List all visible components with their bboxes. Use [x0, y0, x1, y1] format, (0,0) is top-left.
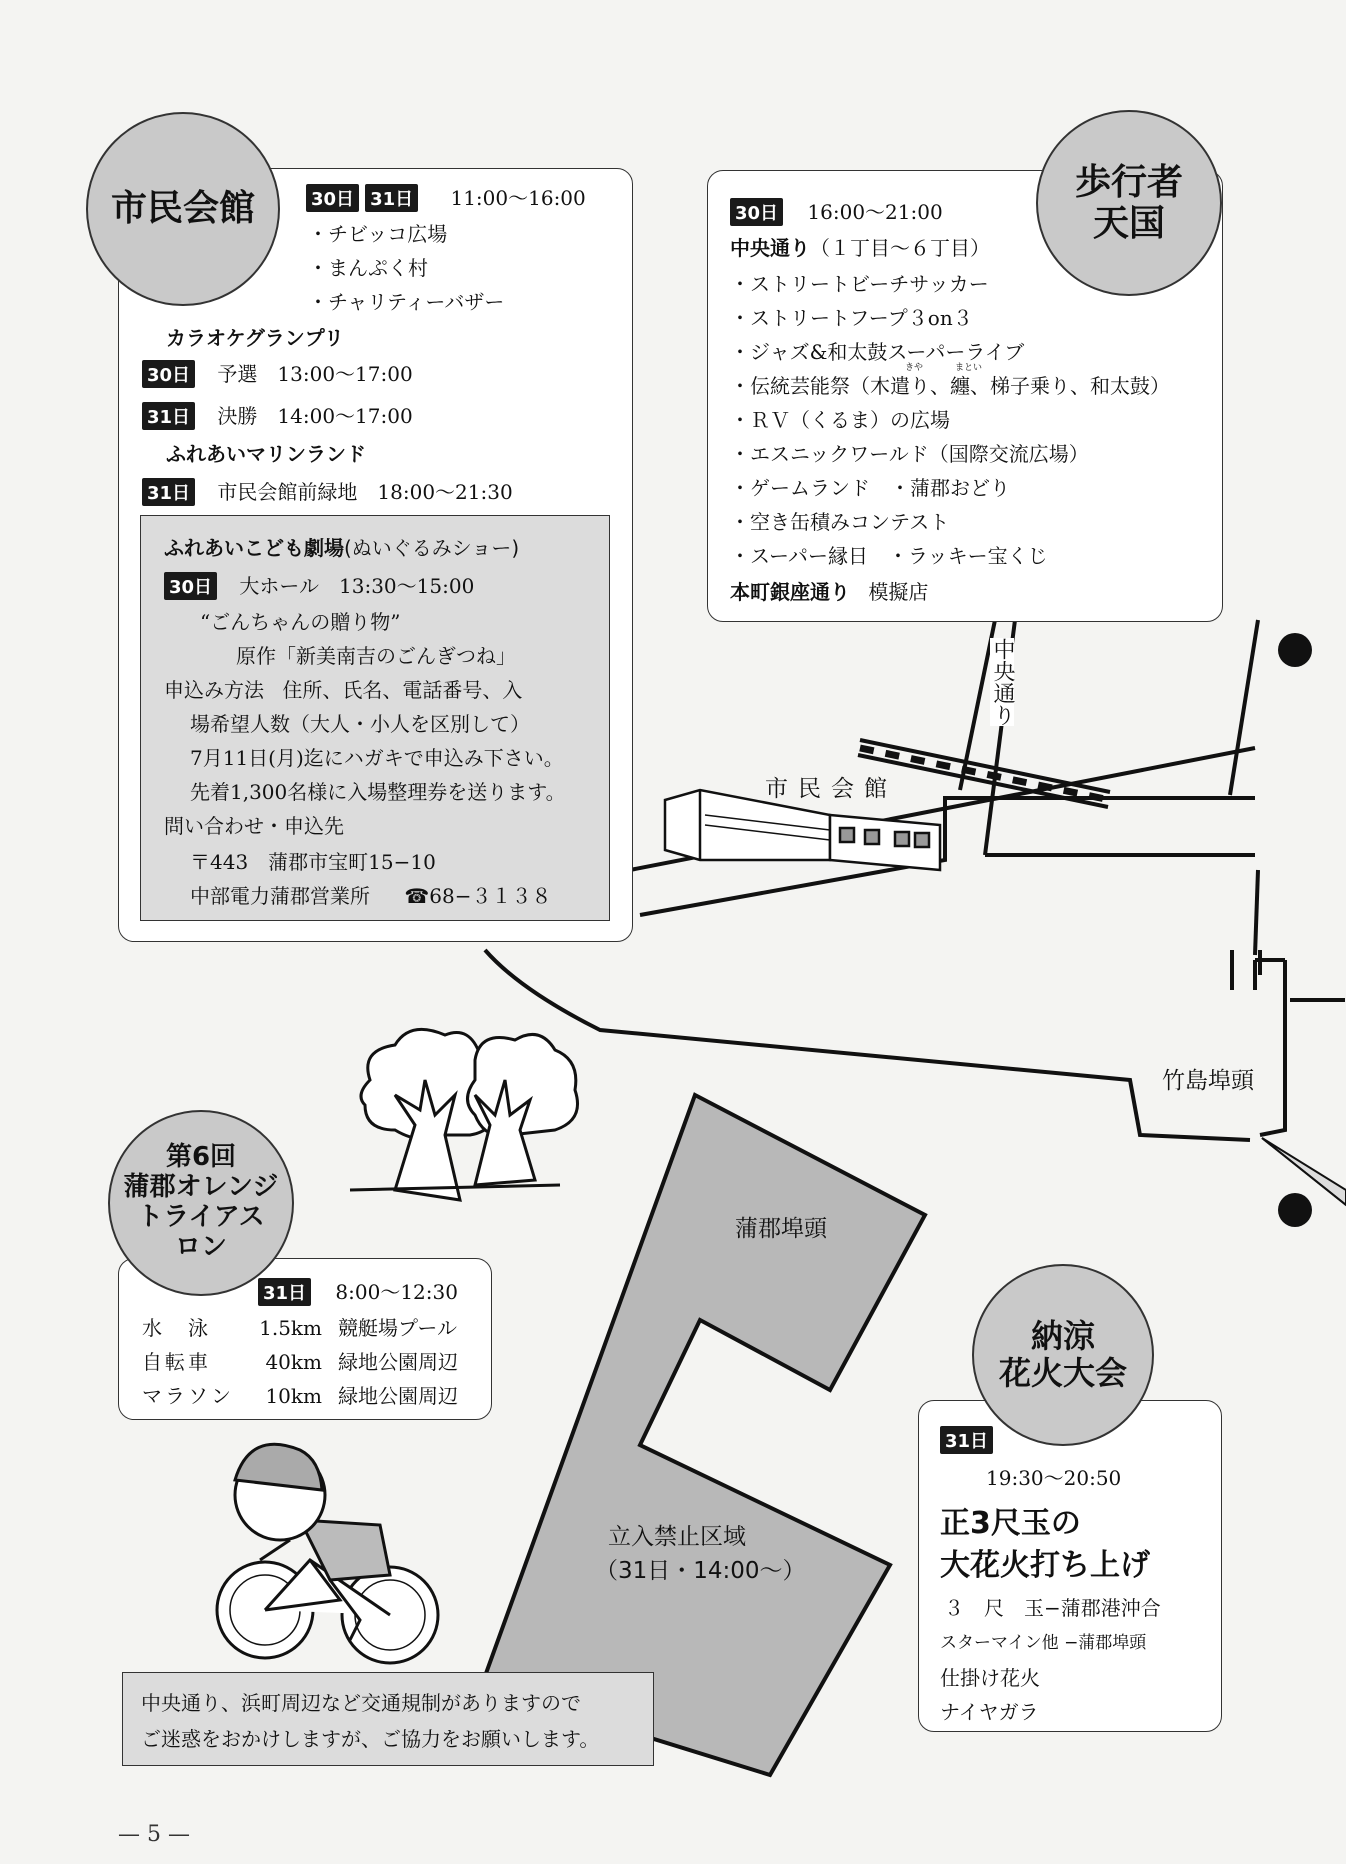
- map-label-restricted-time: （31日・14:00〜）: [595, 1558, 806, 1584]
- list-item: ・ＲＶ（くるま）の広場: [730, 408, 950, 432]
- karaoke-row-text: 決勝 14:00〜17:00: [217, 404, 413, 428]
- karaoke-row: [142, 400, 413, 430]
- notice-line2: ご迷惑をおかけしますが、ご協力をお願いします。: [141, 1727, 600, 1751]
- karaoke-row: [142, 358, 413, 388]
- table-row: [142, 1380, 458, 1414]
- list-item: ・ジャズ&和太鼓スーパーライブ: [730, 340, 1025, 364]
- karaoke-title: カラオケグランプリ: [166, 326, 344, 350]
- theater-apply-line1: [164, 674, 522, 703]
- list-item: ・ストリートビーチサッカー: [730, 272, 989, 296]
- apply-label: 申込み方法: [164, 678, 264, 702]
- marine-row: [142, 476, 513, 506]
- shimin-schedule: [306, 182, 586, 212]
- map-label-takeshima: 竹島埠頭: [1162, 1068, 1254, 1094]
- place: 競艇場プール: [338, 1316, 457, 1340]
- shimin-kaikan-title: 市民会館: [110, 188, 255, 230]
- contact-org-line: [190, 880, 551, 909]
- ruby-matoi: まとい: [955, 363, 983, 373]
- event: マラソン: [142, 1384, 234, 1408]
- theater-title-note: (ぬいぐるみショー): [344, 536, 520, 560]
- map-label-shimin-kaikan: 市民会館: [765, 776, 897, 802]
- notice-line1: 中央通り、浜町周辺など交通規制がありますので: [141, 1691, 581, 1715]
- karaoke-row-text: 予選 13:00〜17:00: [217, 362, 413, 386]
- shimin-time: 11:00〜16:00: [450, 186, 586, 210]
- map-label-restricted: 立入禁止区域: [608, 1524, 746, 1550]
- list-item: ・ゲームランド ・蒲郡おどり: [730, 476, 1010, 500]
- triathlon-table: [142, 1312, 458, 1414]
- place: 緑地公園周辺: [338, 1350, 458, 1374]
- marine-title: ふれあいマリンランド: [166, 442, 366, 466]
- hokousha-title-line1: 歩行者: [1074, 161, 1183, 203]
- hanabi-row: ３ 尺 玉−蒲郡港沖合: [944, 1596, 1161, 1620]
- theater-schedule: [164, 570, 474, 600]
- day-tag: 30日: [730, 198, 783, 226]
- apply-text: 場希望人数（大人・小人を区別して）: [190, 712, 530, 736]
- triathlon-title-line1: 第6回: [165, 1142, 237, 1173]
- hanabi-title-line2: 花火大会: [998, 1354, 1127, 1392]
- theater-place-time: 大ホール 13:30〜15:00: [239, 574, 475, 598]
- contact-org: 中部電力蒲郡営業所: [190, 884, 370, 908]
- hanabi-time: 19:30〜20:50: [986, 1466, 1122, 1490]
- contact-label: 問い合わせ・申込先: [164, 814, 344, 838]
- hokousha-street: 中央通り: [730, 236, 810, 260]
- hanabi-row: ナイヤガラ: [940, 1700, 1039, 1724]
- day-tag: 31日: [142, 402, 195, 430]
- day-tag: 31日: [258, 1278, 311, 1306]
- marine-row-text: 市民会館前緑地 18:00〜21:30: [217, 480, 513, 504]
- theater-play: “ごんちゃんの贈り物”: [200, 610, 401, 634]
- hanabi-headline2: 大花火打ち上げ: [940, 1548, 1150, 1583]
- distance: 10km: [265, 1384, 322, 1408]
- triathlon-title-line4: ロン: [174, 1231, 227, 1262]
- list-item: ・空き缶積みコンテスト: [730, 510, 950, 534]
- distance: 1.5km: [259, 1316, 322, 1340]
- table-row: [142, 1346, 458, 1380]
- day-tag: 31日: [940, 1426, 993, 1454]
- table-row: [142, 1312, 458, 1346]
- list-item: ・まんぷく村: [308, 256, 428, 280]
- hanabi-row: 仕掛け花火: [940, 1666, 1040, 1690]
- event: 自転車: [142, 1350, 211, 1374]
- apply-text: 住所、氏名、電話番号、入: [282, 678, 523, 702]
- list-item: ・スーパー縁日 ・ラッキー宝くじ: [730, 544, 1048, 568]
- honmachi-street: 本町銀座通り: [730, 580, 850, 604]
- hanabi-day: [940, 1426, 999, 1454]
- theater-title: ふれあいこども劇場: [164, 536, 344, 560]
- list-item: ・ストリートフープ３on３: [730, 306, 973, 330]
- contact-address: 〒443 蒲郡市宝町15−10: [190, 850, 436, 874]
- day-tag: 30日: [164, 572, 217, 600]
- place: 緑地公園周辺: [338, 1384, 458, 1408]
- hanabi-headline1: 正3尺玉の: [940, 1506, 1081, 1541]
- triathlon-badge: [108, 1110, 294, 1296]
- triathlon-title-line2: 蒲郡オレンジ: [123, 1172, 279, 1203]
- list-item: ・チビッコ広場: [308, 222, 448, 246]
- theater-title-line: [164, 532, 519, 561]
- page-number: — 5 —: [118, 1822, 190, 1847]
- apply-text: 7月11日(月)迄にハガキで申込み下さい。: [190, 746, 564, 770]
- honmachi-text: 模擬店: [868, 580, 929, 604]
- day-tag: 31日: [142, 478, 195, 506]
- ruby-kiyari: きや: [905, 363, 924, 373]
- hokousha-title-line2: 天国: [1092, 203, 1165, 244]
- map-label-chuo-dori: 中央通り: [990, 638, 1015, 726]
- hokousha-street-line: [730, 232, 990, 261]
- day-tag: 30日: [306, 184, 359, 212]
- triathlon-title-line3: トライアス: [137, 1202, 265, 1232]
- hanabi-row: スターマイン他 −蒲郡埠頭: [940, 1633, 1147, 1653]
- apply-text: 先着1,300名様に入場整理券を送ります。: [190, 780, 566, 804]
- traffic-notice: [122, 1672, 654, 1766]
- honmachi-line: [730, 576, 928, 605]
- day-tag: 31日: [365, 184, 418, 212]
- event: 水 泳: [142, 1316, 211, 1340]
- distance: 40km: [265, 1350, 322, 1374]
- triathlon-time: 8:00〜12:30: [335, 1280, 458, 1304]
- day-tag: 30日: [142, 360, 195, 388]
- hanabi-title-line1: 納涼: [1030, 1317, 1095, 1356]
- contact-tel: ☎68−３１３８: [404, 884, 552, 908]
- map-label-gamagori-futo: 蒲郡埠頭: [735, 1216, 827, 1242]
- theater-original: 原作「新美南吉のごんぎつね」: [236, 644, 516, 668]
- list-item: ・チャリティーバザー: [308, 290, 505, 314]
- hokousha-badge: [1036, 110, 1222, 296]
- hokousha-schedule: [730, 196, 943, 226]
- shimin-kaikan-badge: [86, 112, 280, 306]
- triathlon-schedule: [258, 1276, 458, 1306]
- hokousha-street-note: （１丁目〜６丁目）: [810, 236, 990, 260]
- list-item: ・エスニックワールド（国際交流広場）: [730, 442, 1089, 466]
- hanabi-badge: [972, 1264, 1154, 1446]
- list-item: ・伝統芸能祭（木遣り、纏、梯子乗り、和太鼓）: [730, 374, 1170, 398]
- hokousha-time: 16:00〜21:00: [807, 200, 943, 224]
